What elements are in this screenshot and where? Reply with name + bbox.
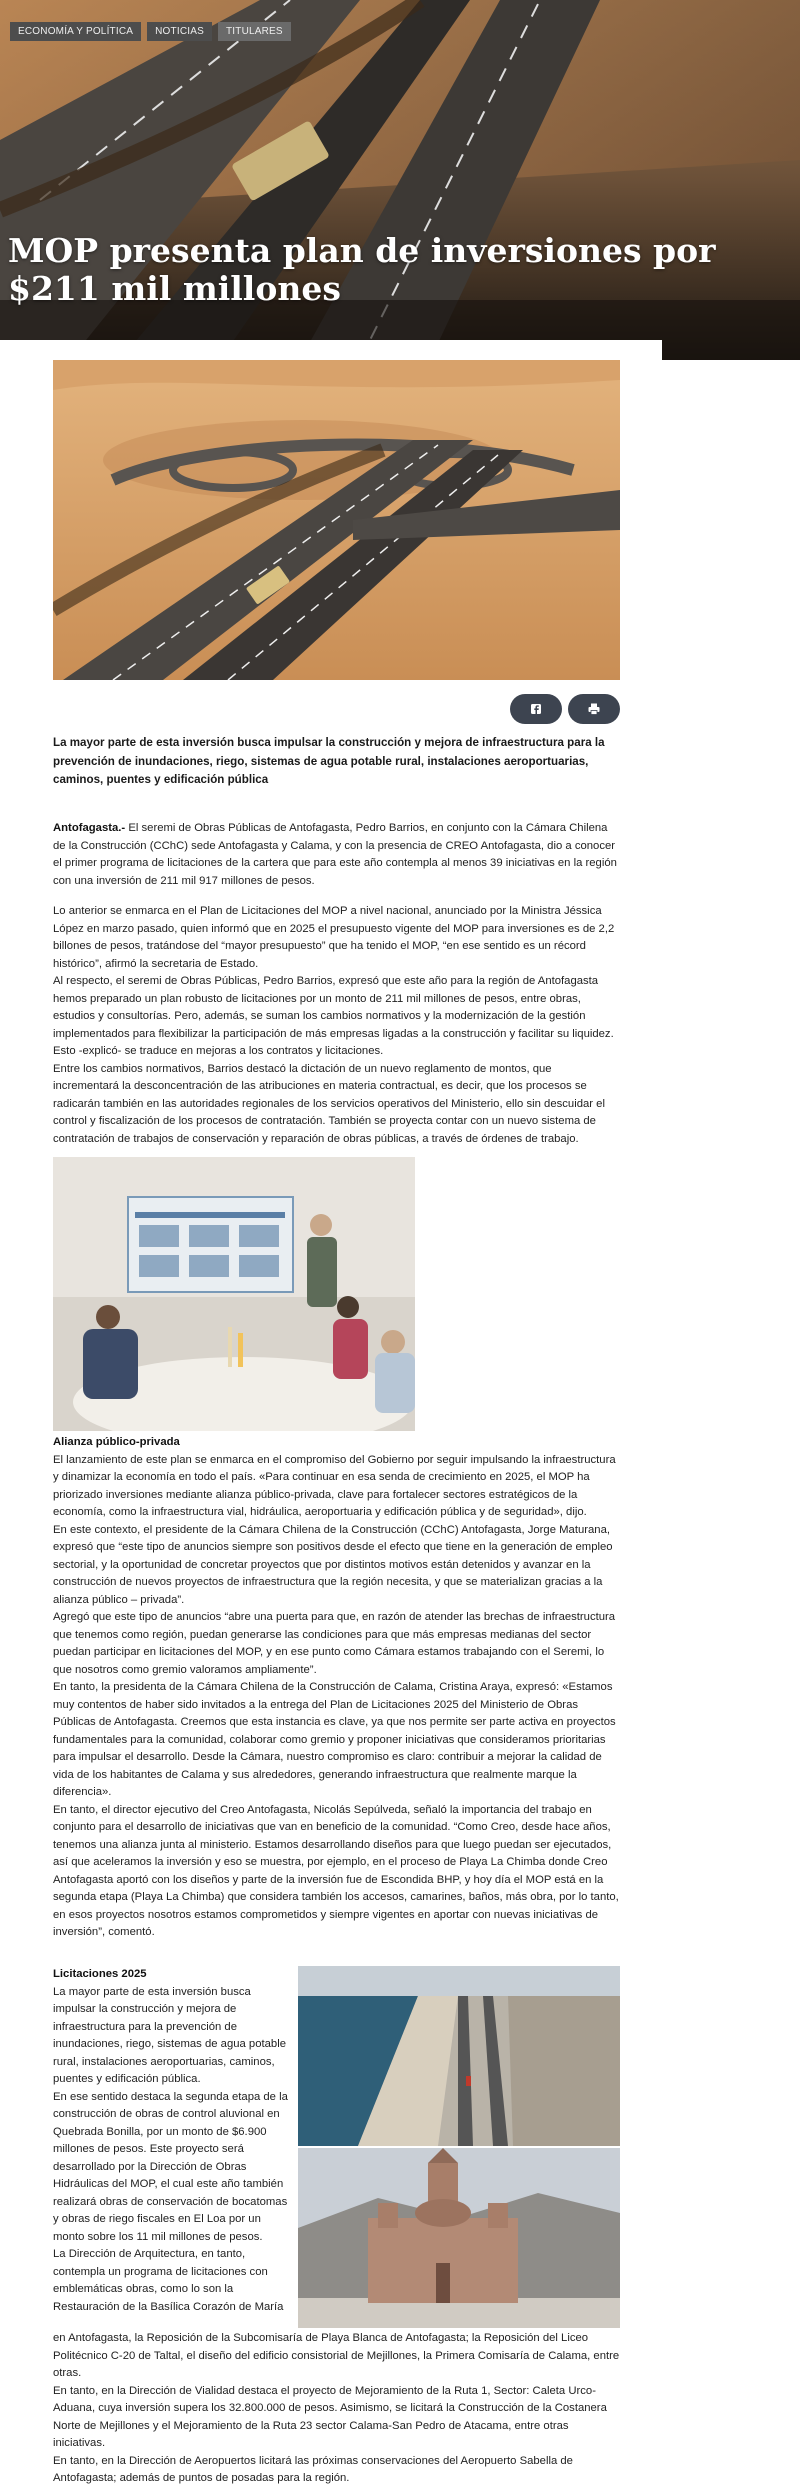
article-lead: La mayor parte de esta inversión busca impulsar la construcción y mejora de infraestructura para la prevención de inundaciones, riego, sistemas de agua potable rural, instalaciones aeroportuarias, caminos, puentes y edificación pública bbox=[53, 736, 605, 786]
coastal-road-photo bbox=[298, 1966, 620, 2146]
paragraph-13: En tanto, en la Dirección de Vialidad destaca el proyecto de Mejoramiento de la Ruta 1, Sector: Caleta Urco-Aduana, cuya inversión supera los 32.800.000 de pesos. Asimismo, se licitará la Construcción de la Costanera Norte de Mejillones y el Mejoramiento de la Ruta 23 sector Calama-San Pedro de Atacama, entre otras iniciativas. bbox=[53, 2384, 607, 2449]
paragraph-1 bbox=[53, 820, 620, 890]
right-gutter bbox=[662, 360, 800, 2488]
page-title: MOP presenta plan de inversiones por $211 mil millones bbox=[8, 231, 716, 308]
tag-noticias[interactable]: NOTICIAS bbox=[147, 22, 212, 41]
article-main-image bbox=[53, 360, 620, 680]
paragraph-3: Al respecto, el seremi de Obras Públicas, Pedro Barrios, expresó que este año para la región de Antofagasta hemos preparado un plan robusto de licitaciones por un monto de 211 mil millones de pesos, entre obras, estudios y consultorías. Pero, además, se suman los cambios normativos y la modernización de la gestión implementados para flexibilizar la participación de más empresas ligadas a la construcción y facilitar su liquidez. Esto -explicó- se traduce en mejoras a los contratos y licitaciones. bbox=[53, 975, 614, 1057]
paragraph-10: La mayor parte de esta inversión busca impulsar la construcción y mejora de infraestructura para la prevención de inundaciones, riego, sistemas de agua potable rural, instalaciones aeroportuarias, caminos, puentes y edificación pública. bbox=[53, 1985, 286, 2085]
print-icon bbox=[587, 702, 601, 716]
paragraph-1-text: El seremi de Obras Públicas de Antofagasta, Pedro Barrios, en conjunto con la Cámara Chilena de la Construcción (CChC) sede Antofagasta y Calama, y con la presencia de CREO Antofagasta, dio a conocer el primer programa de licitaciones de la cartera que para este año contempla al menos 39 iniciativas en la región con una inversión de 211 mil 917 millones de pesos. bbox=[53, 822, 617, 887]
tag-titulares[interactable]: TITULARES bbox=[218, 22, 291, 41]
facebook-icon bbox=[529, 702, 543, 716]
tag-economia[interactable]: ECONOMÍA Y POLÍTICA bbox=[10, 22, 141, 41]
paragraph-5: El lanzamiento de este plan se enmarca en el compromiso del Gobierno por seguir impulsando la infraestructura y dinamizar la economía en todo el país. «Para continuar en esa senda de crecimiento en 2025, el MOP ha priorizado inversiones mediante alianza público-privada, clave para fortalecer sectores estratégicos de la economía, como la infraestructura vial, hidráulica, aeroportuaria y edificación pública y de seguridad», dijo. bbox=[53, 1453, 616, 1518]
dateline: Antofagasta.- bbox=[53, 822, 126, 834]
hero-banner bbox=[0, 0, 800, 360]
section-heading-licitaciones: Licitaciones 2025 bbox=[53, 1968, 147, 1980]
paragraph-4: Entre los cambios normativos, Barrios destacó la dictación de un nuevo reglamento de montos, que incrementará la desconcentración de las atribuciones en materia contractual, es decir, que los procesos se radicarán también en las autoridades regionales de los servicios operativos del Ministerio, ello sin descuidar el control y fiscalización de los procesos de contratación. También se proyecta contar con un nuevo sistema de contratación de trabajos de conservación y reparación de obras públicas, a través de órdenes de trabajo. bbox=[53, 1062, 605, 1145]
paragraph-9: En tanto, el director ejecutivo del Creo Antofagasta, Nicolás Sepúlveda, señaló la importancia del trabajo en conjunto para el desarrollo de iniciativas que van en beneficio de la comunidad. “Como Creo, desde hace años, tenemos una alianza junta al ministerio. Estamos desarrollando diseños para que luego puedan ser ejecutados, así que aceleramos la inversión y eso se muestra, por ejemplo, en el proceso de Playa La Chimba donde Creo Antofagasta aportó con los diseños y parte de la inversión fue de Escondida BHP, y hoy día el MOP está en la segunda etapa (Playa La Chimba) que considera también los accesos, camarines, baños, más obra, por lo tanto, en esos proyectos nosotros estamos comprometidos y siempre vigentes en aportar con nuevas iniciativas de inversión”, comentó. bbox=[53, 1803, 619, 1938]
article-body-block-1 bbox=[53, 903, 620, 1148]
paragraph-6: En este contexto, el presidente de la Cámara Chilena de la Construcción (CChC) Antofagasta, Jorge Maturana, expresó que “este tipo de anuncios siempre son positivos desde el efecto que tiene en la generación de empleo sectorial, y la oportunidad de concretar proyectos que por distintos motivos están detenidos y avanzar en la construcción de nuevos proyectos de infraestructura que la región necesita, y que se materializan gracias a la alianza público – privada”. bbox=[53, 1523, 613, 1606]
article-body-block-2 bbox=[53, 1434, 620, 1942]
paragraph-12b: en Antofagasta, la Reposición de la Subcomisaría de Playa Blanca de Antofagasta; la Reposición del Liceo Politécnico C-20 de Taltal, el diseño del edificio consistorial de Mejillones, la Primera Comisaría de Calama, entre otras. bbox=[53, 2332, 620, 2379]
section-heading-alianza: Alianza público-privada bbox=[53, 1436, 180, 1448]
paragraph-12a: La Dirección de Arquitectura, en tanto, contempla un programa de licitaciones con emblemáticas obras, como lo son la Restauración de la Basílica Corazón de María bbox=[53, 2248, 284, 2313]
article-body-narrow bbox=[53, 1966, 293, 2316]
basilica-render bbox=[298, 2148, 620, 2328]
paragraph-2: Lo anterior se enmarca en el Plan de Licitaciones del MOP a nivel nacional, anunciado por la Ministra Jéssica López en marzo pasado, quien informó que en 2025 el presupuesto vigente del MOP para inversiones es de 2,2 billones de pesos, tratándose del “mayor presupuesto” que ha tenido el MOP, “en ese sentido es un récord histórico”, afirmó la secretaria de Estado. bbox=[53, 905, 615, 970]
category-tags bbox=[10, 22, 291, 41]
print-button[interactable] bbox=[568, 694, 620, 724]
paragraph-7: Agregó que este tipo de anuncios “abre una puerta para que, en razón de atender las brechas de infraestructura que tenemos como región, puedan generarse las condiciones para que más empresas medianas del sector puedan participar en licitaciones del MOP, y en ese punto como Cámara estamos trabajando con el Seremi, lo que nosotros como gremio valoramos ampliamente”. bbox=[53, 1611, 616, 1676]
share-facebook-button[interactable] bbox=[510, 694, 562, 724]
paragraph-8: En tanto, la presidenta de la Cámara Chilena de la Construcción de Calama, Cristina Araya, expresó: «Estamos muy contentos de haber sido invitados a la entrega del Plan de Licitaciones 2025 del Ministerio de Obras Públicas de Antofagasta. Creemos que esta instancia es clave, ya que nos permite ser parte activa en proyectos fundamentales para la comunidad, colaborar como gremio y proponer iniciativas que consideramos prioritarias para impulsar el desarrollo. Desde la Cámara, nuestro compromiso es claro: contribuir a mejorar la calidad de vida de los habitantes de Calama y sus alrededores, generando infraestructura que realmente marque la diferencia». bbox=[53, 1681, 616, 1798]
article-body-block-3 bbox=[53, 2330, 620, 2488]
article-body-intro bbox=[53, 820, 620, 890]
meeting-photo bbox=[53, 1157, 415, 1431]
paragraph-14: En tanto, en la Dirección de Aeropuertos licitará las próximas conservaciones del Aeropuerto Sabella de Antofagasta; además de puntos de posadas para la región. bbox=[53, 2454, 573, 2484]
paragraph-11: En ese sentido destaca la segunda etapa de la construcción de obras de control aluvional en Quebrada Bonilla, por un monto de $6.900 millones de pesos. Este proyecto será desarrollado por la Dirección de Obras Hidráulicas del MOP, el cual este año también realizará obras de conservación de bocatomas y obras de riego fiscales en El Loa por un monto sobre los 11 mil millones de pesos. bbox=[53, 2090, 288, 2243]
